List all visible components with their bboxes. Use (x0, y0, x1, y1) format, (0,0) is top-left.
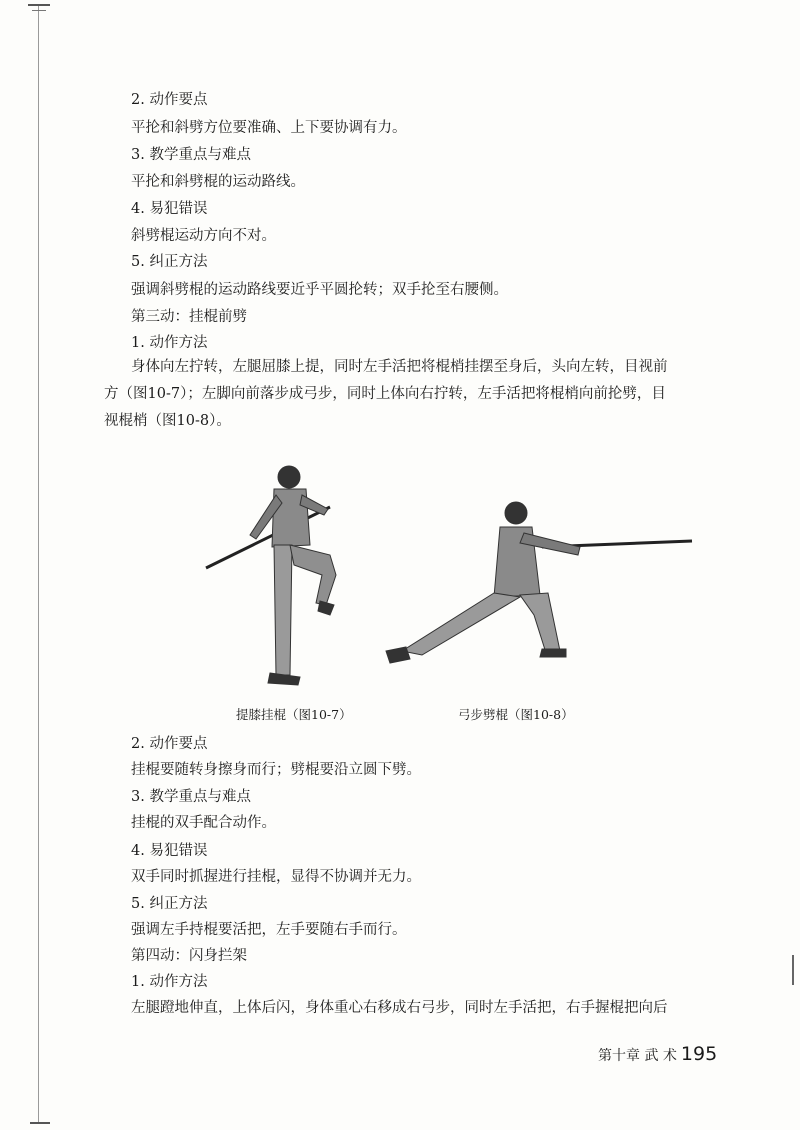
figure-illustrations (190, 455, 710, 695)
foot-standing-10-7 (268, 673, 300, 685)
movement-heading: 第四动：闪身拦架 (131, 948, 247, 964)
binding-top-mark-small (32, 10, 46, 11)
foot-raised-10-7 (318, 601, 334, 615)
paragraph-line: 左腿蹬地伸直，上体后闪，身体重心右移成右弓步，同时左手活把，右手握棍把向后 (131, 1000, 668, 1016)
paragraph-line: 双手同时抓握进行挂棍，显得不协调并无力。 (131, 869, 421, 885)
figure-10-8-illustration (386, 502, 692, 663)
standing-leg-10-7 (274, 545, 292, 675)
paragraph-line: 方（图10-7）；左脚向前落步成弓步，同时上体向右拧转，左手活把将棍梢向前抡劈，目 (104, 386, 666, 402)
paragraph-line: 强调左手持棍要活把，左手要随右手而行。 (131, 922, 407, 938)
back-leg-10-8 (402, 593, 520, 655)
section-heading: 1. 动作方法 (131, 974, 208, 990)
paragraph-line: 视棍梢（图10-8）。 (104, 413, 231, 429)
paragraph-line: 强调斜劈棍的运动路线要近乎平圆抡转；双手抡至右腰侧。 (131, 282, 508, 298)
back-foot-10-8 (386, 647, 410, 663)
raised-leg-10-7 (290, 545, 336, 605)
paragraph-line: 挂棍要随转身擦身而行；劈棍要沿立圆下劈。 (131, 762, 421, 778)
section-heading: 3. 教学重点与难点 (131, 789, 251, 805)
front-foot-10-8 (540, 649, 566, 657)
front-leg-10-8 (520, 593, 560, 653)
chapter-title: 第十章 武 术 (598, 1048, 677, 1064)
paragraph-line: 平抡和斜劈棍的运动路线。 (131, 174, 305, 190)
page-footer (598, 1044, 717, 1066)
binding-margin-line (38, 6, 39, 1124)
section-heading: 2. 动作要点 (131, 736, 208, 752)
paragraph-line: 斜劈棍运动方向不对。 (131, 228, 276, 244)
paragraph-line: 挂棍的双手配合动作。 (131, 815, 276, 831)
binding-top-mark (28, 4, 50, 6)
section-heading: 4. 易犯错误 (131, 201, 208, 217)
binding-bottom-mark (30, 1122, 50, 1124)
head-10-7 (278, 466, 300, 488)
paragraph-line: 平抡和斜劈方位要准确、上下要协调有力。 (131, 120, 407, 136)
section-heading: 5. 纠正方法 (131, 254, 208, 270)
head-10-8 (505, 502, 527, 524)
section-heading: 3. 教学重点与难点 (131, 147, 251, 163)
figure-svg (190, 455, 710, 695)
movement-heading: 第三动：挂棍前劈 (131, 309, 247, 325)
page-number: 195 (680, 1043, 718, 1065)
figure-10-7-illustration (206, 466, 336, 685)
paragraph-line: 身体向左拧转，左腿屈膝上提，同时左手活把将棍梢挂摆至身后，头向左转，目视前 (131, 359, 668, 375)
edge-mark (792, 955, 794, 985)
section-heading: 1. 动作方法 (131, 335, 208, 351)
section-heading: 5. 纠正方法 (131, 896, 208, 912)
figure-caption-10-7: 提膝挂棍（图10-7） (236, 707, 352, 722)
figure-caption-10-8: 弓步劈棍（图10-8） (458, 707, 574, 722)
section-heading: 2. 动作要点 (131, 92, 208, 108)
section-heading: 4. 易犯错误 (131, 843, 208, 859)
